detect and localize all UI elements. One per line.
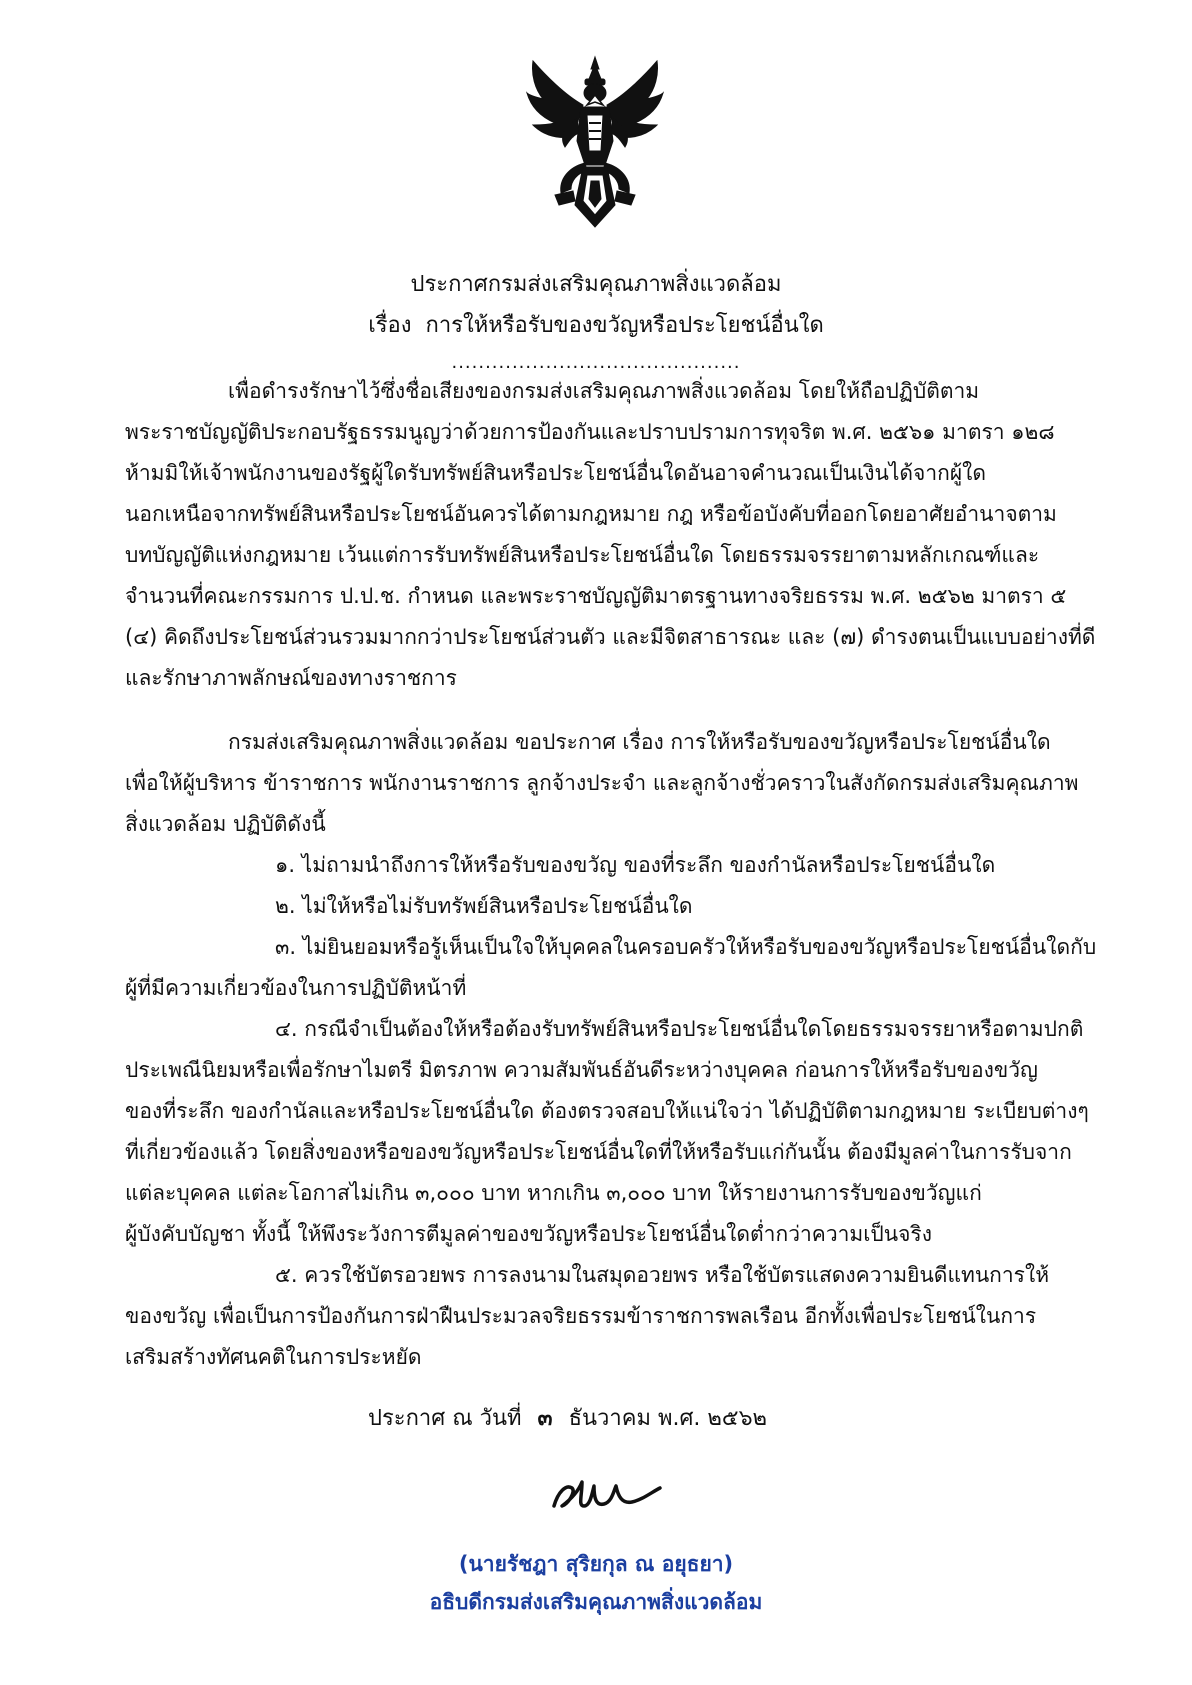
paragraph-1-line: เพื่อดำรงรักษาไว้ซึ่งชื่อเสียงของกรมส่งเสริมคุณภาพสิ่งแวดล้อม โดยให้ถือปฏิบัติตาม: [228, 379, 980, 403]
paragraph-1-line: ห้ามมิให้เจ้าพนักงานของรัฐผู้ใดรับทรัพย์สินหรือประโยชน์อื่นใดอันอาจคำนวณเป็นเงินได้จากผู้ใด: [125, 461, 987, 485]
item-5-line: เสริมสร้างทัศนคติในการประหยัด: [125, 1345, 422, 1369]
paragraph-1-line: จำนวนที่คณะกรรมการ ป.ป.ช. กำหนด และพระราชบัญญัติมาตรฐานทางจริยธรรม พ.ศ. ๒๕๖๒ มาตรา ๕: [125, 584, 1067, 608]
paragraph-1-line: และรักษาภาพลักษณ์ของทางราชการ: [125, 666, 457, 690]
subject-label: เรื่อง: [368, 313, 412, 338]
date-day: ๓: [537, 1406, 553, 1431]
paragraph-2-line: กรมส่งเสริมคุณภาพสิ่งแวดล้อม ขอประกาศ เรื่อง การให้หรือรับของขวัญหรือประโยชน์อื่นใด: [228, 730, 1051, 754]
item-4-line: แต่ละบุคคล แต่ละโอกาสไม่เกิน ๓,๐๐๐ บาท หากเกิน ๓,๐๐๐ บาท ให้รายงานการรับของขวัญแก่: [125, 1181, 982, 1205]
announcement-date: [368, 1400, 767, 1435]
signer-title: อธิบดีกรมส่งเสริมคุณภาพสิ่งแวดล้อม: [429, 1590, 763, 1614]
item-5-line: ๕. ควรใช้บัตรอวยพร การลงนามในสมุดอวยพร หรือใช้บัตรแสดงความยินดีแทนการให้: [275, 1263, 1050, 1287]
item-4-line: ของที่ระลึก ของกำนัลและหรือประโยชน์อื่นใด ต้องตรวจสอบให้แน่ใจว่า ได้ปฏิบัติตามกฎหมาย ระเบียบต่างๆ: [125, 1099, 1089, 1123]
subject-text: การให้หรือรับของขวัญหรือประโยชน์อื่นใด: [425, 313, 824, 338]
item-2: ๒. ไม่ให้หรือไม่รับทรัพย์สินหรือประโยชน์อื่นใด: [275, 894, 693, 918]
paragraph-1-line: (๔) คิดถึงประโยชน์ส่วนรวมมากกว่าประโยชน์ส่วนตัว และมีจิตสาธารณะ และ (๗) ดำรงตนเป็นแบบอย่างที่ดี: [125, 625, 1096, 649]
paragraph-2-line: สิ่งแวดล้อม ปฏิบัติดังนี้: [125, 812, 326, 836]
paragraph-2-line: เพื่อให้ผู้บริหาร ข้าราชการ พนักงานราชการ ลูกจ้างประจำ และลูกจ้างชั่วคราวในสังกัดกรมส่งเสริมคุณภาพ: [125, 771, 1079, 795]
paragraph-1-line: นอกเหนือจากทรัพย์สินหรือประโยชน์อันควรได้ตามกฎหมาย กฎ หรือข้อบังคับที่ออกโดยอาศัยอำนาจตาม: [125, 502, 1057, 526]
date-month-year: ธันวาคม พ.ศ. ๒๕๖๒: [568, 1406, 768, 1431]
garuda-emblem-icon: [525, 55, 665, 230]
item-3-line: ๓. ไม่ยินยอมหรือรู้เห็นเป็นใจให้บุคคลในครอบครัวให้หรือรับของขวัญหรือประโยชน์อื่นใดกับ: [275, 935, 1097, 959]
title-separator: ...........................................: [451, 352, 741, 373]
paragraph-1-line: บทบัญญัติแห่งกฎหมาย เว้นแต่การรับทรัพย์สินหรือประโยชน์อื่นใด โดยธรรมจรรยาตามหลักเกณฑ์และ: [125, 543, 1040, 567]
item-4-line: ประเพณีนิยมหรือเพื่อรักษาไมตรี มิตรภาพ ความสัมพันธ์อันดีระหว่างบุคคล ก่อนการให้หรือรับของขวัญ: [125, 1058, 1038, 1082]
item-1: ๑. ไม่ถามนำถึงการให้หรือรับของขวัญ ของที่ระลึก ของกำนัลหรือประโยชน์อื่นใด: [275, 853, 996, 877]
item-3-line: ผู้ที่มีความเกี่ยวข้องในการปฏิบัติหน้าที่: [125, 976, 467, 1000]
date-prefix: ประกาศ ณ วันที่: [368, 1406, 522, 1431]
paragraph-1-line: พระราชบัญญัติประกอบรัฐธรรมนูญว่าด้วยการป้องกันและปราบปรามการทุจริต พ.ศ. ๒๕๖๑ มาตรา ๑๒๘: [125, 420, 1055, 444]
item-4-line: ที่เกี่ยวข้องแล้ว โดยสิ่งของหรือของขวัญหรือประโยชน์อื่นใดที่ให้หรือรับแก่กันนั้น ต้องมีมูลค่าในการรับจาก: [125, 1140, 1072, 1164]
announcement-title: ประกาศกรมส่งเสริมคุณภาพสิ่งแวดล้อม: [410, 272, 782, 297]
item-4-line: ๔. กรณีจำเป็นต้องให้หรือต้องรับทรัพย์สินหรือประโยชน์อื่นใดโดยธรรมจรรยาหรือตามปกติ: [275, 1017, 1084, 1041]
item-5-line: ของขวัญ เพื่อเป็นการป้องกันการฝ่าฝืนประมวลจริยธรรมข้าราชการพลเรือน อีกทั้งเพื่อประโยชน์ในการ: [125, 1304, 1037, 1328]
signer-name: (นายรัชฎา สุริยกุล ณ อยุธยา): [458, 1552, 734, 1576]
item-4-line: ผู้บังคับบัญชา ทั้งนี้ ให้พึงระวังการตีมูลค่าของขวัญหรือประโยชน์อื่นใดต่ำกว่าความเป็นจริง: [125, 1222, 932, 1246]
handwritten-signature: [548, 1462, 668, 1522]
announcement-subject: [0, 311, 1192, 341]
